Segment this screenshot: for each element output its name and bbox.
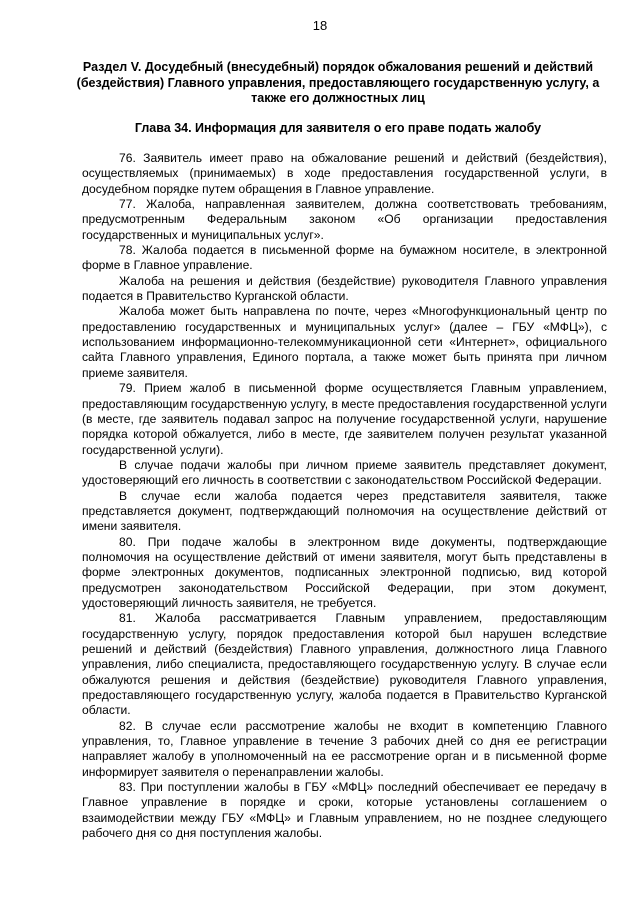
paragraph-79-personal-reception: В случае подачи жалобы при личном приеме заявитель представляет документ, удостоверяющий его личность в соответствии с законодательством Российской Федерации. (82, 457, 607, 488)
paragraph-79-representative: В случае если жалоба подается через представителя заявителя, также представляется документ, подтверждающий полномочия на осуществление действий от имени заявителя. (82, 488, 607, 534)
section-heading: Раздел V. Досудебный (внесудебный) порядок обжалования решений и действий (бездействия) Главного управления, предоставляющего государственную услугу, а также его должностных лиц (76, 60, 600, 105)
document-body (82, 151, 607, 841)
paragraph-80: 80. При подаче жалобы в электронном виде документы, подтверждающие полномочия на осуществление действий от имени заявителя, могут быть представлены в форме электронных документов, подписанных электронной подписью, вид которой предусмотрен законодательством Российской Федерации, при этом документ, удостоверяющий личность заявителя, не требуется. (82, 534, 607, 610)
paragraph-81: 81. Жалоба рассматривается Главным управлением, предоставляющим государственную услугу, порядок предоставления которой был нарушен вследствие решений и действий (бездействия) Главного управления, должностного лица Главного управления, либо специалиста, предоставляющего государственную услугу. В случае если обжалуются решения и действия (бездействие) руководителя Главного управления, предоставляющего государственную услугу, жалоба подается в Правительство Курганской области. (82, 611, 607, 718)
paragraph-79: 79. Прием жалоб в письменной форме осуществляется Главным управлением, предоставляющим государственную услугу, в месте предоставления государственной услуги (в месте, где заявитель подавал запрос на получение государственной услуги, нарушение порядка которой обжалуется, либо в месте, где заявителем получен результат указанной государственной услуги). (82, 381, 607, 457)
paragraph-77: 77. Жалоба, направленная заявителем, должна соответствовать требованиям, предусмотренным Федеральным законом «Об организации предоставления государственных и муниципальных услуг». (82, 197, 607, 242)
paragraph-78-submission-channels: Жалоба может быть направлена по почте, через «Многофункциональный центр по предоставлению государственных и муниципальных услуг» (далее – ГБУ «МФЦ»), с использованием информационно-телекоммуникационной сети «Интернет», официального сайта Главного управления, Единого портала, а также может быть принята при личном приеме заявителя. (82, 304, 607, 380)
chapter-heading: Глава 34. Информация для заявителя о его праве подать жалобу (134, 121, 542, 135)
paragraph-78-complaint-against-head: Жалоба на решения и действия (бездействие) руководителя Главного управления подается в Правительство Курганской области. (82, 273, 607, 304)
paragraph-83: 83. При поступлении жалобы в ГБУ «МФЦ» последний обеспечивает ее передачу в Главное управление в порядке и сроки, которые установлены соглашением о взаимодействии между ГБУ «МФЦ» и Главным управлением, но не позднее следующего рабочего дня со дня поступления жалобы. (82, 780, 607, 841)
paragraph-76: 76. Заявитель имеет право на обжалование решений и действий (бездействия), осуществляемых (принимаемых) в ходе предоставления государственной услуги, в досудебном порядке путем обращения в Главное управление. (82, 151, 607, 196)
paragraph-78: 78. Жалоба подается в письменной форме на бумажном носителе, в электронной форме в Главное управление. (82, 243, 607, 273)
page-number: 18 (312, 18, 328, 33)
paragraph-82: 82. В случае если рассмотрение жалобы не входит в компетенцию Главного управления, то, Главное управление в течение 3 рабочих дней со дня ее регистрации направляет жалобу в уполномоченный на ее рассмотрение орган и в письменной форме информирует заявителя о перенаправлении жалобы. (82, 718, 607, 779)
